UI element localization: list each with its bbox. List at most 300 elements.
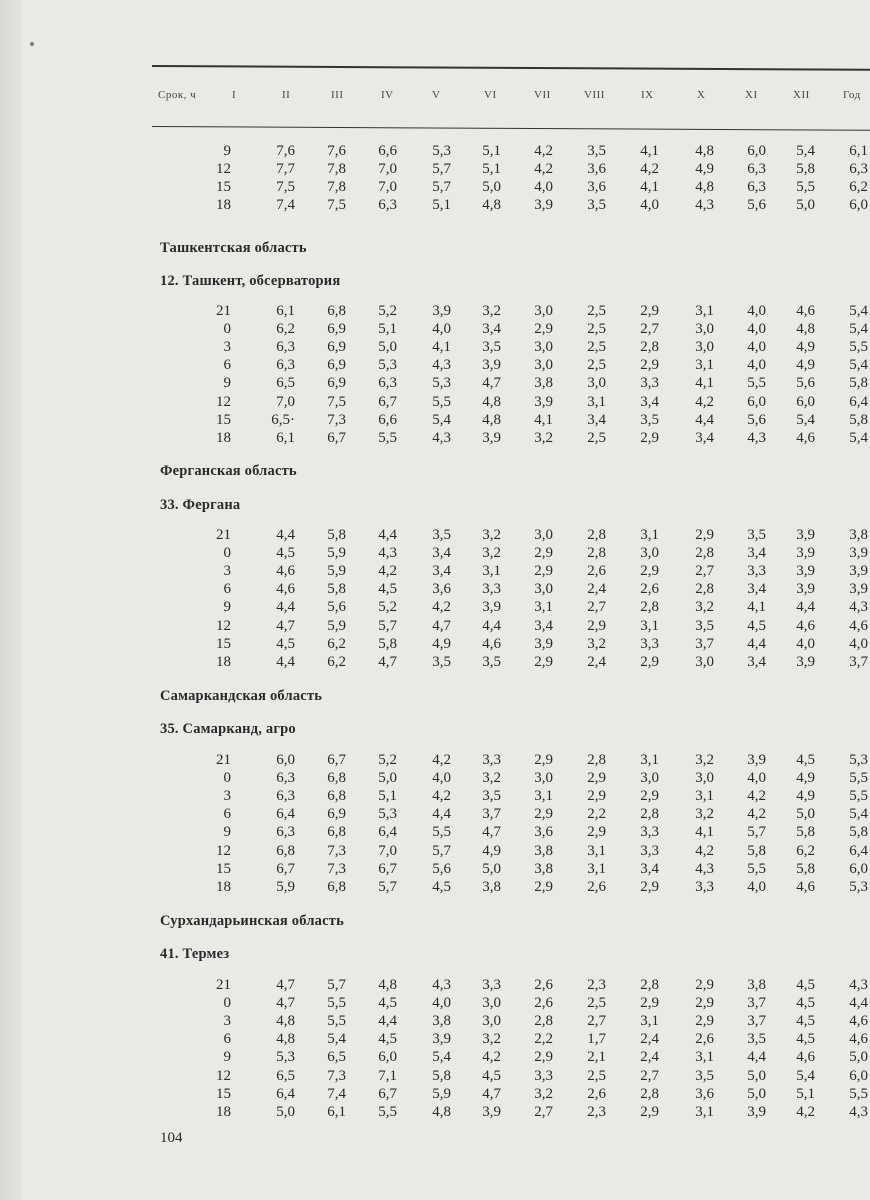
hour-cell: 9: [223, 1049, 231, 1066]
value-cell: 4,5: [276, 635, 295, 652]
value-cell: 3,1: [587, 860, 606, 877]
value-cell: 3,5: [432, 653, 451, 670]
value-cell: 2,8: [640, 806, 659, 823]
value-cell: 6,7: [276, 860, 295, 877]
station-heading: 41. Термез: [160, 946, 230, 962]
value-cell: 2,5: [587, 303, 606, 319]
value-cell: 3,9: [796, 563, 815, 580]
value-cell: 3,4: [747, 581, 766, 598]
value-cell: 4,0: [747, 770, 766, 787]
value-cell: 2,7: [534, 1103, 553, 1120]
value-cell: 3,1: [695, 357, 714, 374]
value-cell: 2,9: [587, 770, 606, 787]
table-row: [0, 653, 870, 671]
value-cell: 4,4: [796, 599, 815, 616]
value-cell: 5,3: [378, 806, 397, 823]
value-cell: 3,5: [432, 527, 451, 543]
value-cell: 6,3: [276, 357, 295, 374]
table-row: [0, 823, 870, 841]
value-cell: 3,4: [432, 545, 451, 562]
value-cell: 6,0: [796, 393, 815, 410]
hour-cell: 9: [223, 599, 231, 616]
value-cell: 2,9: [640, 878, 659, 895]
value-cell: 3,1: [640, 1013, 659, 1030]
value-cell: 3,9: [796, 545, 815, 562]
value-cell: 3,5: [482, 339, 501, 356]
value-cell: 2,9: [640, 357, 659, 374]
value-cell: 4,0: [747, 357, 766, 374]
table-row: [0, 544, 870, 562]
value-cell: 4,4: [747, 1049, 766, 1066]
station-heading: 12. Ташкент, обсерватория: [160, 273, 341, 289]
value-cell: 6,9: [327, 806, 346, 823]
value-cell: 3,1: [482, 563, 501, 580]
table-row: [0, 338, 870, 356]
value-cell: 4,4: [432, 806, 451, 823]
hour-cell: 0: [223, 545, 231, 562]
annual-value-cell: 4,6: [849, 1031, 868, 1048]
value-cell: 2,5: [587, 357, 606, 374]
value-cell: 2,5: [587, 1067, 606, 1084]
value-cell: 5,7: [378, 878, 397, 895]
value-cell: 3,9: [747, 1103, 766, 1120]
value-cell: 6,9: [327, 339, 346, 356]
annual-value-cell: 5,3: [849, 878, 868, 895]
hour-cell: 15: [216, 860, 231, 877]
annual-value-cell: 5,4: [849, 429, 868, 446]
column-header: II: [282, 89, 291, 101]
value-cell: 3,0: [534, 581, 553, 598]
value-cell: 4,4: [276, 527, 295, 543]
value-cell: 6,7: [327, 752, 346, 768]
value-cell: 5,7: [432, 161, 451, 178]
annual-value-cell: 6,4: [849, 842, 868, 859]
column-header: V: [432, 89, 441, 101]
annual-value-cell: 5,5: [849, 1085, 868, 1102]
value-cell: 3,6: [587, 179, 606, 196]
value-cell: 6,1: [276, 303, 295, 319]
value-cell: 6,3: [747, 179, 766, 196]
value-cell: 3,0: [640, 770, 659, 787]
value-cell: 4,8: [695, 143, 714, 159]
station-heading: 33. Фергана: [160, 497, 241, 513]
column-header: VIII: [584, 89, 605, 101]
value-cell: 3,2: [482, 303, 501, 319]
value-cell: 5,5: [432, 824, 451, 841]
value-cell: 4,7: [378, 653, 397, 670]
value-cell: 3,0: [587, 375, 606, 392]
value-cell: 4,3: [378, 545, 397, 562]
value-cell: 5,8: [796, 161, 815, 178]
value-cell: 3,5: [747, 1031, 766, 1048]
value-cell: 2,8: [695, 581, 714, 598]
value-cell: 3,9: [796, 653, 815, 670]
value-cell: 3,4: [695, 429, 714, 446]
value-cell: 2,9: [587, 788, 606, 805]
value-cell: 6,0: [747, 393, 766, 410]
hour-cell: 6: [223, 806, 231, 823]
value-cell: 4,7: [276, 995, 295, 1012]
table-top-rule: [152, 65, 870, 71]
value-cell: 2,2: [587, 806, 606, 823]
value-cell: 3,3: [482, 977, 501, 993]
value-cell: 2,4: [640, 1031, 659, 1048]
value-cell: 5,0: [482, 860, 501, 877]
value-cell: 4,0: [432, 321, 451, 338]
value-cell: 4,8: [695, 179, 714, 196]
station-heading: 35. Самарканд, агро: [160, 721, 296, 737]
value-cell: 4,7: [482, 375, 501, 392]
value-cell: 4,3: [695, 860, 714, 877]
value-cell: 4,8: [276, 1031, 295, 1048]
annual-value-cell: 5,3: [849, 752, 868, 768]
value-cell: 7,3: [327, 411, 346, 428]
value-cell: 3,9: [796, 581, 815, 598]
value-cell: 5,5: [378, 429, 397, 446]
annual-value-cell: 4,3: [849, 599, 868, 616]
value-cell: 2,9: [587, 824, 606, 841]
value-cell: 3,2: [534, 1085, 553, 1102]
value-cell: 7,1: [378, 1067, 397, 1084]
value-cell: 4,8: [796, 321, 815, 338]
hour-cell: 21: [216, 977, 231, 993]
annual-value-cell: 5,8: [849, 824, 868, 841]
value-cell: 5,4: [796, 411, 815, 428]
value-cell: 2,7: [695, 563, 714, 580]
value-cell: 3,3: [640, 375, 659, 392]
value-cell: 5,2: [378, 303, 397, 319]
value-cell: 6,2: [276, 321, 295, 338]
annual-value-cell: 6,1: [849, 143, 868, 159]
value-cell: 4,3: [432, 429, 451, 446]
value-cell: 6,4: [378, 824, 397, 841]
value-cell: 2,8: [587, 752, 606, 768]
value-cell: 4,9: [796, 339, 815, 356]
value-cell: 4,2: [432, 599, 451, 616]
value-cell: 6,5·: [271, 411, 295, 428]
column-header: VI: [484, 89, 497, 101]
value-cell: 4,1: [695, 375, 714, 392]
value-cell: 3,8: [747, 977, 766, 993]
value-cell: 5,1: [482, 143, 501, 159]
column-header: IV: [381, 89, 394, 101]
value-cell: 2,5: [587, 321, 606, 338]
value-cell: 2,9: [695, 977, 714, 993]
table-row: [0, 562, 870, 580]
value-cell: 4,2: [432, 788, 451, 805]
value-cell: 7,5: [327, 197, 346, 214]
value-cell: 4,6: [482, 635, 501, 652]
value-cell: 4,1: [534, 411, 553, 428]
hour-cell: 21: [216, 303, 231, 319]
value-cell: 5,4: [432, 411, 451, 428]
value-cell: 2,6: [640, 581, 659, 598]
region-heading: Ферганская область: [160, 463, 297, 479]
value-cell: 5,1: [378, 321, 397, 338]
hour-cell: 18: [216, 429, 231, 446]
value-cell: 4,2: [747, 806, 766, 823]
value-cell: 2,4: [640, 1049, 659, 1066]
hour-cell: 18: [216, 197, 231, 214]
value-cell: 3,7: [747, 995, 766, 1012]
value-cell: 6,8: [327, 824, 346, 841]
table-row: [0, 787, 870, 805]
value-cell: 2,4: [587, 653, 606, 670]
value-cell: 5,0: [747, 1067, 766, 1084]
value-cell: 3,0: [482, 1013, 501, 1030]
value-cell: 3,1: [587, 393, 606, 410]
region-heading: Ташкентская область: [160, 240, 307, 256]
value-cell: 3,1: [695, 788, 714, 805]
value-cell: 3,9: [482, 357, 501, 374]
table-row: [0, 769, 870, 787]
value-cell: 4,4: [695, 411, 714, 428]
value-cell: 2,8: [640, 1085, 659, 1102]
table-row: [0, 1085, 870, 1103]
value-cell: 3,5: [482, 788, 501, 805]
value-cell: 3,0: [695, 321, 714, 338]
value-cell: 7,3: [327, 1067, 346, 1084]
value-cell: 2,5: [587, 339, 606, 356]
column-header: III: [331, 89, 344, 101]
value-cell: 2,9: [534, 806, 553, 823]
value-cell: 7,6: [276, 143, 295, 159]
value-cell: 5,8: [796, 824, 815, 841]
value-cell: 6,4: [276, 806, 295, 823]
value-cell: 4,9: [796, 770, 815, 787]
value-cell: 3,0: [482, 995, 501, 1012]
value-cell: 3,9: [534, 197, 553, 214]
value-cell: 4,5: [747, 617, 766, 634]
value-cell: 4,1: [747, 599, 766, 616]
page-speck: [30, 42, 34, 46]
value-cell: 6,0: [378, 1049, 397, 1066]
annual-value-cell: 6,4: [849, 393, 868, 410]
value-cell: 4,0: [747, 303, 766, 319]
value-cell: 2,9: [640, 788, 659, 805]
value-cell: 3,6: [432, 581, 451, 598]
value-cell: 6,2: [327, 653, 346, 670]
value-cell: 7,3: [327, 842, 346, 859]
annual-value-cell: 4,3: [849, 1103, 868, 1120]
value-cell: 7,5: [327, 393, 346, 410]
value-cell: 3,0: [534, 357, 553, 374]
value-cell: 6,7: [378, 393, 397, 410]
value-cell: 5,6: [747, 197, 766, 214]
value-cell: 3,8: [482, 878, 501, 895]
value-cell: 5,1: [482, 161, 501, 178]
value-cell: 3,0: [534, 770, 553, 787]
value-cell: 2,9: [640, 995, 659, 1012]
value-cell: 6,0: [276, 752, 295, 768]
annual-value-cell: 5,4: [849, 321, 868, 338]
value-cell: 5,8: [327, 581, 346, 598]
value-cell: 3,6: [534, 824, 553, 841]
value-cell: 4,4: [378, 527, 397, 543]
value-cell: 5,9: [327, 545, 346, 562]
value-cell: 4,9: [432, 635, 451, 652]
value-cell: 4,0: [747, 878, 766, 895]
hour-cell: 12: [216, 161, 231, 178]
annual-value-cell: 6,0: [849, 860, 868, 877]
value-cell: 4,6: [796, 303, 815, 319]
value-cell: 4,5: [378, 1031, 397, 1048]
column-header: X: [697, 89, 706, 101]
hour-cell: 0: [223, 995, 231, 1012]
value-cell: 3,4: [640, 393, 659, 410]
annual-value-cell: 6,3: [849, 161, 868, 178]
value-cell: 4,9: [796, 357, 815, 374]
column-header: XI: [745, 89, 758, 101]
hour-cell: 6: [223, 1031, 231, 1048]
value-cell: 4,0: [534, 179, 553, 196]
table-row: [0, 1012, 870, 1030]
value-cell: 3,2: [482, 770, 501, 787]
value-cell: 4,0: [432, 995, 451, 1012]
value-cell: 6,9: [327, 321, 346, 338]
column-header: Срок, ч: [158, 89, 197, 101]
value-cell: 4,2: [640, 161, 659, 178]
hour-cell: 9: [223, 824, 231, 841]
value-cell: 2,5: [587, 995, 606, 1012]
value-cell: 3,5: [640, 411, 659, 428]
value-cell: 4,3: [695, 197, 714, 214]
value-cell: 4,7: [276, 617, 295, 634]
annual-value-cell: 5,4: [849, 303, 868, 319]
value-cell: 2,7: [587, 599, 606, 616]
value-cell: 7,3: [327, 860, 346, 877]
value-cell: 4,9: [695, 161, 714, 178]
value-cell: 6,3: [276, 770, 295, 787]
value-cell: 3,0: [695, 770, 714, 787]
value-cell: 7,8: [327, 161, 346, 178]
region-heading: Сурхандарьинская область: [160, 913, 344, 929]
value-cell: 6,8: [327, 878, 346, 895]
value-cell: 2,8: [640, 599, 659, 616]
value-cell: 5,7: [378, 617, 397, 634]
value-cell: 2,7: [587, 1013, 606, 1030]
value-cell: 6,3: [378, 197, 397, 214]
value-cell: 4,5: [796, 1031, 815, 1048]
value-cell: 5,4: [796, 143, 815, 159]
value-cell: 3,6: [695, 1085, 714, 1102]
table-row: [0, 196, 870, 214]
value-cell: 5,0: [796, 197, 815, 214]
value-cell: 5,6: [432, 860, 451, 877]
value-cell: 5,3: [378, 357, 397, 374]
table-row: [0, 320, 870, 338]
value-cell: 3,3: [482, 581, 501, 598]
hour-cell: 15: [216, 179, 231, 196]
value-cell: 5,0: [378, 339, 397, 356]
annual-value-cell: 5,5: [849, 770, 868, 787]
table-row: [0, 526, 870, 544]
value-cell: 4,5: [796, 1013, 815, 1030]
value-cell: 4,0: [747, 339, 766, 356]
annual-value-cell: 5,8: [849, 411, 868, 428]
hour-cell: 3: [223, 788, 231, 805]
value-cell: 4,9: [482, 842, 501, 859]
value-cell: 3,3: [695, 878, 714, 895]
value-cell: 4,1: [640, 143, 659, 159]
value-cell: 5,4: [432, 1049, 451, 1066]
value-cell: 2,8: [587, 527, 606, 543]
value-cell: 2,8: [534, 1013, 553, 1030]
hour-cell: 9: [223, 375, 231, 392]
annual-value-cell: 6,0: [849, 1067, 868, 1084]
value-cell: 5,7: [327, 977, 346, 993]
value-cell: 3,0: [695, 339, 714, 356]
value-cell: 4,2: [747, 788, 766, 805]
hour-cell: 0: [223, 770, 231, 787]
value-cell: 5,2: [378, 752, 397, 768]
value-cell: 3,2: [695, 599, 714, 616]
value-cell: 2,6: [534, 995, 553, 1012]
value-cell: 5,8: [796, 860, 815, 877]
value-cell: 4,6: [796, 1049, 815, 1066]
value-cell: 5,1: [378, 788, 397, 805]
hour-cell: 18: [216, 653, 231, 670]
value-cell: 5,5: [796, 179, 815, 196]
value-cell: 3,1: [534, 788, 553, 805]
value-cell: 7,0: [378, 842, 397, 859]
value-cell: 3,3: [640, 635, 659, 652]
value-cell: 2,3: [587, 1103, 606, 1120]
value-cell: 7,0: [378, 179, 397, 196]
value-cell: 3,2: [482, 1031, 501, 1048]
value-cell: 2,1: [587, 1049, 606, 1066]
table-row: [0, 842, 870, 860]
value-cell: 4,7: [276, 977, 295, 993]
value-cell: 6,8: [327, 770, 346, 787]
value-cell: 3,0: [534, 527, 553, 543]
table-row: [0, 1030, 870, 1048]
value-cell: 3,4: [482, 321, 501, 338]
value-cell: 3,8: [534, 375, 553, 392]
value-cell: 4,6: [796, 429, 815, 446]
value-cell: 2,9: [534, 1049, 553, 1066]
value-cell: 2,5: [587, 429, 606, 446]
value-cell: 4,8: [276, 1013, 295, 1030]
value-cell: 4,0: [640, 197, 659, 214]
value-cell: 5,1: [432, 197, 451, 214]
value-cell: 3,4: [747, 545, 766, 562]
value-cell: 4,5: [276, 545, 295, 562]
value-cell: 6,3: [276, 788, 295, 805]
value-cell: 3,0: [640, 545, 659, 562]
value-cell: 5,6: [747, 411, 766, 428]
value-cell: 2,9: [534, 653, 553, 670]
table-row: [0, 617, 870, 635]
value-cell: 2,9: [695, 995, 714, 1012]
value-cell: 2,4: [587, 581, 606, 598]
annual-value-cell: 6,2: [849, 179, 868, 196]
value-cell: 7,4: [327, 1085, 346, 1102]
hour-cell: 12: [216, 617, 231, 634]
value-cell: 4,2: [432, 752, 451, 768]
value-cell: 5,3: [432, 143, 451, 159]
value-cell: 4,0: [432, 770, 451, 787]
value-cell: 4,1: [432, 339, 451, 356]
value-cell: 6,7: [327, 429, 346, 446]
value-cell: 3,3: [747, 563, 766, 580]
value-cell: 5,6: [796, 375, 815, 392]
value-cell: 2,6: [534, 977, 553, 993]
value-cell: 4,0: [747, 321, 766, 338]
table-row: [0, 994, 870, 1012]
value-cell: 6,3: [276, 824, 295, 841]
value-cell: 3,9: [432, 1031, 451, 1048]
